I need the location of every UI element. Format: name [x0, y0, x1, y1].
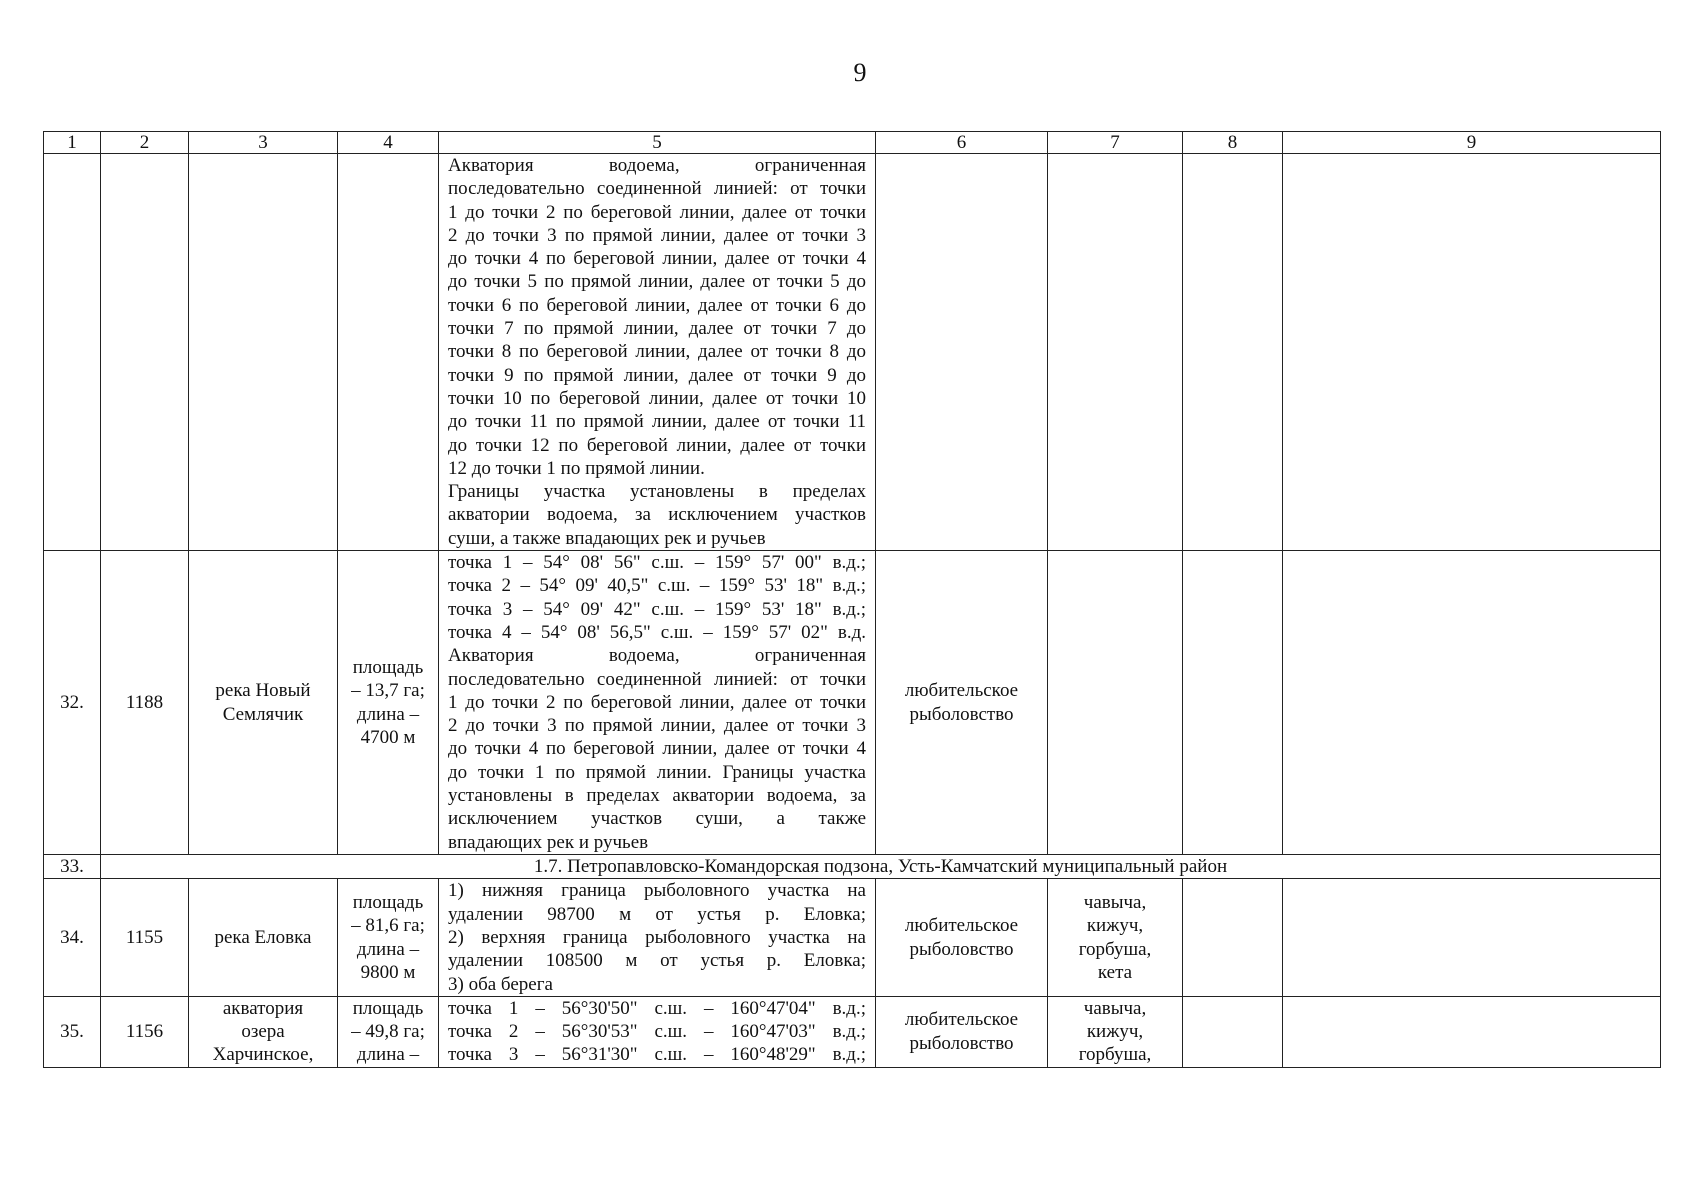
table-header-row — [44, 132, 1661, 154]
description-line: 3) оба берега — [448, 973, 553, 995]
name-cell — [189, 879, 338, 996]
species-line: чавыча, — [1083, 891, 1147, 913]
size-line: длина – — [356, 1044, 420, 1066]
header-cell: 1 — [44, 132, 101, 154]
size-line: – 49,8 га; — [351, 1021, 425, 1043]
description-line: исключением участков суши, а также — [448, 808, 866, 830]
col8-cell — [1183, 879, 1283, 996]
num-cell: 33. — [44, 855, 101, 879]
size-cell — [338, 879, 439, 996]
size-line: длина – — [356, 703, 420, 725]
header-cell: 5 — [439, 132, 876, 154]
size-line: площадь — [352, 656, 424, 678]
description-line: 1) нижняя граница рыболовного участка на — [448, 880, 866, 902]
size-cell — [338, 154, 439, 551]
table-row — [44, 996, 1661, 1067]
code-cell: 1155 — [101, 879, 189, 996]
species-line: кета — [1097, 961, 1133, 983]
description-line: точка 2 – 56°30'53" с.ш. – 160°47'03" в.д.; — [448, 1021, 866, 1043]
description-line: точки 6 по береговой линии, далее от точки 6 до — [448, 294, 866, 316]
description-line: до точки 5 по прямой линии, далее от точки 5 до — [448, 271, 866, 293]
description-line: 12 до точки 1 по прямой линии. — [448, 457, 705, 479]
description-line: точка 3 – 56°31'30" с.ш. – 160°48'29" в.д.; — [448, 1044, 866, 1066]
species-line: чавыча, — [1083, 997, 1147, 1019]
size-cell — [338, 551, 439, 855]
description-line: Акватория водоема, ограниченная — [448, 155, 866, 176]
name-cell — [189, 154, 338, 551]
size-line: длина – — [356, 938, 420, 960]
species-cell — [1048, 154, 1183, 551]
purpose-cell — [876, 879, 1048, 996]
description-line: 1 до точки 2 по береговой линии, далее от точки — [448, 691, 866, 713]
code-cell: 1156 — [101, 996, 189, 1067]
header-cell: 9 — [1283, 132, 1661, 154]
page-number: 9 — [853, 58, 867, 87]
description-line: до точки 4 по береговой линии, далее от точки 4 — [448, 738, 866, 760]
table-row — [44, 551, 1661, 855]
description-line: до точки 4 по береговой линии, далее от точки 4 — [448, 248, 866, 270]
size-line: площадь — [352, 891, 424, 913]
header-cell: 6 — [876, 132, 1048, 154]
description-cell — [439, 996, 876, 1067]
num-cell: 32. — [44, 551, 101, 855]
col8-cell — [1183, 154, 1283, 551]
description-cell — [439, 154, 876, 551]
description-line: Акватория водоема, ограниченная — [448, 645, 866, 667]
description-line: точка 4 – 54° 08' 56,5" с.ш. – 159° 57' 02" в.д. — [448, 621, 866, 643]
description-line: до точки 11 по прямой линии, далее от точки 11 — [448, 411, 866, 433]
table-row — [44, 154, 1661, 551]
name-line: акватория — [222, 997, 304, 1019]
section-title: 1.7. Петропавловско-Командорская подзона, Усть-Камчатский муниципальный район — [101, 855, 1661, 879]
description-line: точки 10 по береговой линии, далее от точки 10 — [448, 387, 866, 409]
description-cell — [439, 551, 876, 855]
description-line: последовательно соединенной линией: от точки — [448, 178, 866, 200]
description-line: суши, а также впадающих рек и ручьев — [448, 527, 766, 549]
size-line: – 13,7 га; — [351, 680, 425, 702]
description-line: точка 1 – 54° 08' 56" с.ш. – 159° 57' 00" в.д.; — [448, 552, 866, 574]
size-line: 9800 м — [360, 961, 416, 983]
num-cell — [44, 154, 101, 551]
purpose-line: рыболовство — [909, 1032, 1014, 1054]
species-line: кижуч, — [1086, 1021, 1144, 1043]
purpose-line: любительское — [904, 1009, 1019, 1031]
header-cell: 4 — [338, 132, 439, 154]
description-line: точки 9 по прямой линии, далее от точки 9 до — [448, 364, 866, 386]
header-cell: 8 — [1183, 132, 1283, 154]
purpose-line: рыболовство — [909, 703, 1014, 725]
col8-cell — [1183, 551, 1283, 855]
num-cell: 35. — [44, 996, 101, 1067]
description-line: точка 3 – 54° 09' 42" с.ш. – 159° 53' 18" в.д.; — [448, 598, 866, 620]
name-cell — [189, 551, 338, 855]
description-line: 2 до точки 3 по прямой линии, далее от точки 3 — [448, 224, 866, 246]
species-line: горбуша, — [1078, 1044, 1152, 1066]
code-cell — [101, 154, 189, 551]
description-line: до точки 1 по прямой линии. Границы участка — [448, 761, 866, 783]
description-line: удалении 108500 м от устья р. Еловка; — [448, 950, 866, 972]
species-line: кижуч, — [1086, 915, 1144, 937]
name-line: Семлячик — [222, 703, 304, 725]
description-line: до точки 12 по береговой линии, далее от точки — [448, 434, 866, 456]
name-line: река Еловка — [214, 926, 312, 948]
purpose-line: рыболовство — [909, 938, 1014, 960]
description-line: 1 до точки 2 по береговой линии, далее от точки — [448, 201, 866, 223]
name-line: река Новый — [215, 680, 311, 702]
description-line: установлены в пределах акватории водоема, за — [448, 785, 866, 807]
description-line: точка 2 – 54° 09' 40,5" с.ш. – 159° 53' 18" в.д.; — [448, 575, 866, 597]
purpose-line: любительское — [904, 680, 1019, 702]
description-line: точка 1 – 56°30'50" с.ш. – 160°47'04" в.д.; — [448, 997, 866, 1019]
header-cell: 3 — [189, 132, 338, 154]
header-cell: 7 — [1048, 132, 1183, 154]
species-cell — [1048, 996, 1183, 1067]
fishing-areas-table — [43, 131, 1661, 1068]
description-line: точки 7 по прямой линии, далее от точки 7 до — [448, 318, 866, 340]
col8-cell — [1183, 996, 1283, 1067]
species-cell — [1048, 551, 1183, 855]
description-line: впадающих рек и ручьев — [448, 831, 649, 853]
description-line: Границы участка установлены в пределах — [448, 481, 866, 503]
species-line: горбуша, — [1078, 938, 1152, 960]
header-cell: 2 — [101, 132, 189, 154]
col9-cell — [1283, 154, 1661, 551]
name-line: Харчинское, — [212, 1044, 314, 1066]
purpose-cell — [876, 551, 1048, 855]
col9-cell — [1283, 551, 1661, 855]
description-line: 2) верхняя граница рыболовного участка на — [448, 926, 866, 948]
species-cell — [1048, 879, 1183, 996]
size-line: площадь — [352, 997, 424, 1019]
description-line: 2 до точки 3 по прямой линии, далее от точки 3 — [448, 715, 866, 737]
table-row — [44, 879, 1661, 996]
description-line: последовательно соединенной линией: от точки — [448, 668, 866, 690]
size-line: – 81,6 га; — [351, 915, 425, 937]
num-cell: 34. — [44, 879, 101, 996]
description-line: точки 8 по береговой линии, далее от точки 8 до — [448, 341, 866, 363]
description-cell — [439, 879, 876, 996]
size-cell — [338, 996, 439, 1067]
name-line: озера — [241, 1021, 285, 1043]
name-cell — [189, 996, 338, 1067]
col9-cell — [1283, 879, 1661, 996]
purpose-cell — [876, 154, 1048, 551]
description-line: акватории водоема, за исключением участков — [448, 504, 866, 526]
purpose-line: любительское — [904, 915, 1019, 937]
size-line: 4700 м — [360, 726, 416, 748]
section-row — [44, 855, 1661, 879]
purpose-cell — [876, 996, 1048, 1067]
code-cell: 1188 — [101, 551, 189, 855]
description-line: удалении 98700 м от устья р. Еловка; — [448, 903, 866, 925]
col9-cell — [1283, 996, 1661, 1067]
